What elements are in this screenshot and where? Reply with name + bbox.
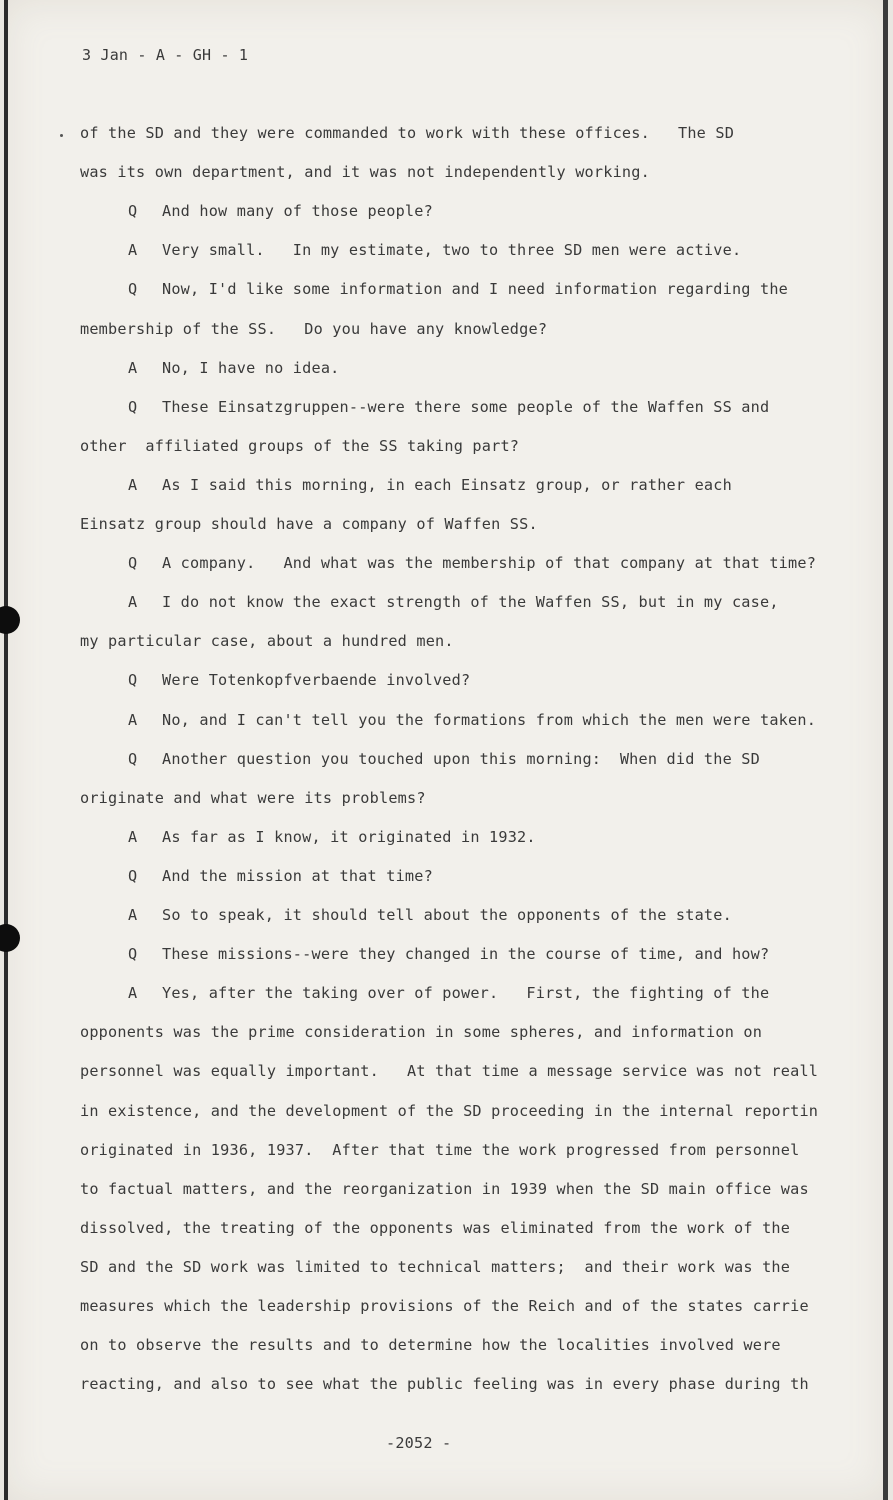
transcript-line: [128, 867, 433, 885]
line-text: These missions--were they changed in the course of time, and how?: [162, 945, 770, 964]
transcript-line: [80, 320, 547, 338]
transcript-line: [80, 1141, 799, 1159]
transcript-line: [80, 1219, 790, 1237]
page-left-edge: [4, 0, 8, 1500]
line-text: A company. And what was the membership of that company at that time?: [162, 554, 817, 573]
transcript-line: [80, 1375, 809, 1393]
transcript-line: [80, 1258, 790, 1276]
transcript-line: [128, 398, 769, 416]
transcript-line: [80, 163, 650, 181]
transcript-line: [80, 437, 519, 455]
page-header: 3 Jan - A - GH - 1: [82, 46, 249, 64]
line-text: As I said this morning, in each Einsatz group, or rather each: [162, 475, 732, 494]
line-text: So to speak, it should tell about the opponents of the state.: [162, 906, 732, 924]
transcript-line: [128, 671, 470, 689]
speaker-label: Q: [128, 202, 138, 221]
transcript-line: [80, 1336, 781, 1354]
speaker-label: Q: [128, 280, 138, 299]
line-text: As far as I know, it originated in 1932.: [162, 827, 536, 846]
line-text: Einsatz group should have a company of Waffen SS.: [80, 515, 538, 533]
speaker-label: A: [128, 358, 138, 377]
transcript-line: [80, 1180, 809, 1198]
speaker-label: A: [128, 984, 138, 1003]
line-text: reacting, and also to see what the public feeling was in every phase during th: [80, 1375, 809, 1394]
line-text: membership of the SS. Do you have any knowledge?: [80, 319, 548, 338]
line-text: And how many of those people?: [162, 202, 433, 221]
line-text: No, I have no idea.: [162, 358, 340, 377]
speaker-label: Q: [128, 945, 138, 964]
transcript-line: [128, 906, 732, 924]
transcript-line: [80, 1102, 818, 1120]
speaker-label: Q: [128, 397, 138, 416]
speaker-label: A: [128, 475, 138, 494]
transcript-line: [80, 124, 734, 142]
transcript-line: [128, 476, 732, 494]
line-text: SD and the SD work was limited to technical matters; and their work was the: [80, 1257, 791, 1276]
speaker-label: Q: [128, 866, 138, 885]
transcript-line: [80, 632, 454, 650]
line-text: originate and what were its problems?: [80, 788, 426, 807]
line-text: Now, I'd like some information and I need information regarding the: [162, 280, 789, 299]
transcript-line: [128, 593, 779, 611]
speaker-label: A: [128, 241, 138, 260]
transcript-line: [128, 241, 741, 259]
line-text: in existence, and the development of the SD proceeding in the internal reportin: [80, 1101, 819, 1120]
line-text: on to observe the results and to determine how the localities involved were: [80, 1336, 781, 1355]
speaker-label: Q: [128, 749, 138, 768]
transcript-line: [128, 280, 788, 298]
line-text: opponents was the prime consideration in some spheres, and information on: [80, 1023, 763, 1042]
line-text: of the SD and they were commanded to work with these offices. The SD: [80, 124, 735, 142]
line-text: to factual matters, and the reorganization in 1939 when the SD main office was: [80, 1179, 809, 1198]
line-text: Were Totenkopfverbaende involved?: [162, 671, 471, 690]
speaker-label: A: [128, 827, 138, 846]
line-text: originated in 1936, 1937. After that time the work progressed from personnel: [80, 1140, 800, 1159]
line-text: dissolved, the treating of the opponents was eliminated from the work of the: [80, 1218, 791, 1237]
document-page: [4, 0, 888, 1500]
stray-mark: [60, 134, 63, 137]
line-text: measures which the leadership provisions of the Reich and of the states carrie: [80, 1297, 809, 1315]
line-text: And the mission at that time?: [162, 866, 433, 885]
transcript-line: [128, 828, 536, 846]
line-text: my particular case, about a hundred men.: [80, 632, 454, 651]
transcript-line: [128, 359, 340, 377]
page-number: -2052 -: [386, 1434, 452, 1452]
punch-hole: [0, 924, 20, 952]
transcript-line: [80, 515, 538, 533]
transcript-line: [128, 984, 769, 1002]
line-text: Yes, after the taking over of power. First, the fighting of the: [162, 984, 770, 1003]
speaker-label: Q: [128, 554, 138, 573]
line-text: Very small. In my estimate, two to three SD men were active.: [162, 241, 742, 260]
punch-hole: [0, 606, 20, 634]
speaker-label: Q: [128, 671, 138, 690]
page-right-edge: [883, 0, 888, 1500]
speaker-label: A: [128, 906, 138, 924]
transcript-line: [128, 554, 816, 572]
speaker-label: A: [128, 593, 138, 612]
transcript-line: [80, 789, 426, 807]
line-text: I do not know the exact strength of the Waffen SS, but in my case,: [162, 593, 779, 612]
line-text: was its own department, and it was not independently working.: [80, 163, 650, 182]
transcript-line: [80, 1023, 762, 1041]
line-text: Another question you touched upon this morning: When did the SD: [162, 749, 760, 768]
speaker-label: A: [128, 710, 138, 729]
transcript-line: [80, 1297, 809, 1315]
line-text: No, and I can't tell you the formations from which the men were taken.: [162, 710, 817, 729]
transcript-line: [128, 750, 760, 768]
transcript-line: [80, 1062, 818, 1080]
transcript-line: [128, 945, 769, 963]
line-text: personnel was equally important. At that time a message service was not reall: [80, 1062, 819, 1081]
transcript-line: [128, 711, 816, 729]
transcript-line: [128, 202, 433, 220]
line-text: other affiliated groups of the SS taking part?: [80, 436, 520, 455]
line-text: These Einsatzgruppen--were there some people of the Waffen SS and: [162, 397, 770, 416]
